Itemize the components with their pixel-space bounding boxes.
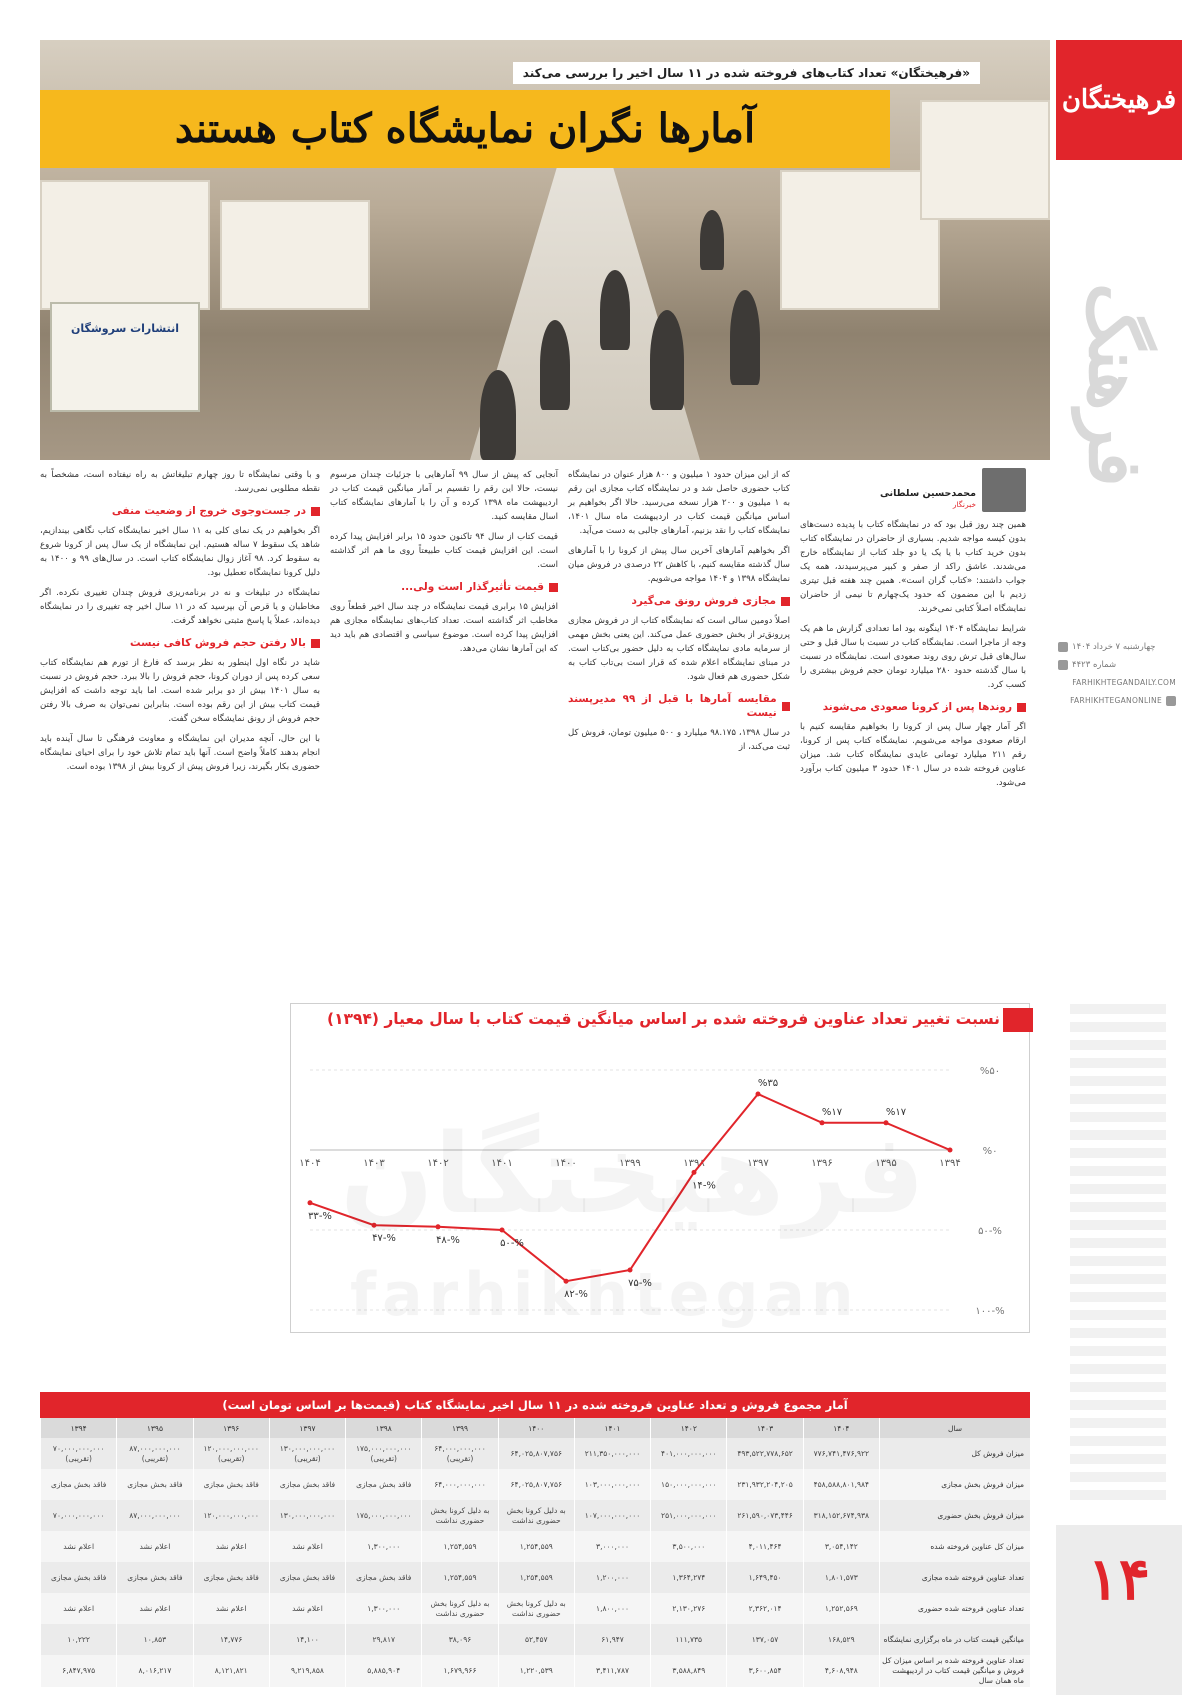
table-cell: اعلام نشد: [193, 1593, 269, 1624]
table-cell: ۳,۰۵۴,۱۴۲: [803, 1531, 879, 1562]
table-cell: ۱۰,۸۵۳: [117, 1624, 193, 1655]
x-tick-label: ۱۴۰۴: [299, 1158, 321, 1169]
data-label: %۱۷: [821, 1106, 843, 1118]
data-label: %-۸۲: [564, 1289, 588, 1301]
paragraph: با این حال، آنچه مدیران این نمایشگاه و معاونت فرهنگی تا سال آینده باید انجام بدهند کاملاً واضح است. آنها باید تمام تلاش خود را برای احیای نمایشگاه حضوری بکار بگیرند، زیرا فروش پیش از کرونا بیش از ۱۳۹۸ بوده است.: [40, 734, 320, 772]
table-cell: ۶۴,۰۲۵,۸۰۷,۷۵۶: [498, 1438, 574, 1469]
table-cell: ۱۰۷,۰۰۰,۰۰۰,۰۰۰: [574, 1500, 650, 1531]
table-cell: فاقد بخش مجازی: [193, 1469, 269, 1500]
table-cell: اعلام نشد: [269, 1593, 345, 1624]
social-handle[interactable]: FARHIKHTEGANONLINE: [1070, 696, 1162, 705]
photo-person: [600, 270, 630, 350]
table-cell: ۱۳۰,۰۰۰,۰۰۰,۰۰۰: [269, 1500, 345, 1531]
table-cell: ۱,۶۴۹,۴۵۰: [727, 1562, 803, 1593]
table-cell: ۶۴,۰۰۰,۰۰۰,۰۰۰: [422, 1469, 498, 1500]
table-cell: ۳,۵۰۰,۰۰۰: [651, 1531, 727, 1562]
table-cell: اعلام نشد: [269, 1531, 345, 1562]
table-row: [41, 1624, 1031, 1655]
paragraph: اگر آمار چهار سال پس از کرونا را بخواهیم مقایسه کنیم با ارقام صعودی مواجه می‌شویم. نمایشگاه کتاب پس از کرونا، رقم ۲۱۱ میلیارد تومانی عایدی نمایشگاه کتاب شد. میزان عناوین فروخته شده در سال ۱۴۰۱ حدود ۳ میلیون کتاب برآورد می‌شود.: [800, 722, 1026, 788]
table-cell: ۸,۰۱۶,۲۱۷: [117, 1655, 193, 1687]
newspaper-logo: فرهیختگان: [1056, 40, 1182, 160]
data-label: %-۱۴: [692, 1180, 716, 1192]
table-cell: ۳,۶۰۰,۸۵۴: [727, 1655, 803, 1687]
table-header-cell: ۱۴۰۰: [498, 1418, 574, 1438]
table-row-label: میزان کل عناوین فروخته شده: [879, 1531, 1030, 1562]
table-cell: ۶۱,۹۴۷: [574, 1624, 650, 1655]
table-row-label: تعداد عناوین فروخته شده بر اساس میزان کل فروش و میانگین قیمت کتاب در اردیبهشت ماه همان سال: [879, 1655, 1030, 1687]
data-point: [756, 1092, 761, 1097]
table-cell: ۷۰,۰۰۰,۰۰۰,۰۰۰: [41, 1500, 117, 1531]
data-point: [436, 1224, 441, 1229]
photo-booth: [220, 200, 370, 310]
table-header-cell: ۱۳۹۴: [41, 1418, 117, 1438]
data-point: [692, 1170, 697, 1175]
table-cell: فاقد بخش مجازی: [269, 1469, 345, 1500]
table-row: [41, 1500, 1031, 1531]
y-tick-label: %۰: [982, 1146, 998, 1157]
table-cell: ۶۴,۰۲۵,۸۰۷,۷۵۶: [498, 1469, 574, 1500]
table-cell: ۴۰۱,۰۰۰,۰۰۰,۰۰۰: [651, 1438, 727, 1469]
author-role: خبرنگار: [952, 500, 976, 509]
x-tick-label: ۱۳۹۵: [875, 1158, 897, 1169]
table-row-label: تعداد عناوین فروخته شده مجازی: [879, 1562, 1030, 1593]
table-cell: ۴۵۸,۵۸۸,۸۰۱,۹۸۴: [803, 1469, 879, 1500]
photo-person: [540, 320, 570, 410]
table-cell: فاقد بخش مجازی: [269, 1562, 345, 1593]
table-cell: ۱,۸۰۱,۵۷۳: [803, 1562, 879, 1593]
headline: آمارها نگران نمایشگاه کتاب هستند: [174, 105, 756, 152]
social-icon: [1166, 696, 1176, 706]
table-cell: ۳۱۸,۱۵۲,۶۷۴,۹۳۸: [803, 1500, 879, 1531]
table-cell: اعلام نشد: [117, 1531, 193, 1562]
x-tick-label: ۱۳۹۹: [619, 1158, 641, 1169]
paragraph: اگر بخواهیم در یک نمای کلی به ۱۱ سال اخیر نمایشگاه کتاب نگاهی بیندازیم، شاهد یک سقوط ۷ ساله هستیم. این نمایشگاه از یک سال پس از کرونا شروع به سقوط کرد. ۹۸ آغاز زوال نمایشگاه کتاب است. در سال‌های ۹۹ و ۱۴۰۰ به دلیل کرونا نمایشگاه تعطیل بود.: [40, 526, 321, 578]
table-cell: ۲۹,۸۱۷: [346, 1624, 422, 1655]
table-cell: اعلام نشد: [117, 1593, 193, 1624]
table-cell: ۸,۱۲۱,۸۲۱: [193, 1655, 269, 1687]
table-cell: ۱,۲۲۰,۵۳۹: [498, 1655, 574, 1687]
table-cell: ۴۹۳,۵۲۲,۷۷۸,۶۵۲: [727, 1438, 803, 1469]
x-tick-label: ۱۴۰۱: [491, 1158, 513, 1169]
table-cell: ۱,۳۰۰,۰۰۰: [346, 1593, 422, 1624]
data-label: %-۷۵: [628, 1278, 652, 1289]
paragraph: اصلاً دومین سالی است که نمایشگاه کتاب از در فروش مجازی پررونق‌تر از بخش حضوری عمل می‌کند. این یعنی بخش مهمی از سرمایه مادی نمایشگاه کتاب به دلیل حضور بی‌کتاب است. در مبنای نمایشگاه اعلام شده که قرار است بی‌تاب کتاب به شکل حضوری هم فعال شود.: [568, 616, 790, 682]
table-header-cell: ۱۴۰۲: [651, 1418, 727, 1438]
data-label: %۱۷: [885, 1106, 907, 1118]
table-header-cell: ۱۴۰۱: [574, 1418, 650, 1438]
table-cell: ۱۷۵,۰۰۰,۰۰۰,۰۰۰ (تقریبی): [346, 1438, 422, 1469]
table-cell: فاقد بخش مجازی: [117, 1562, 193, 1593]
subheading: روندها پس از کرونا صعودی می‌شوند: [800, 700, 1026, 714]
data-label: %-۴۷: [372, 1233, 396, 1245]
subheading: قیمت تأثیرگذار است ولی...: [330, 580, 558, 594]
table-cell: ۱,۲۵۴,۵۵۹: [498, 1562, 574, 1593]
paragraph: افزایش ۱۵ برابری قیمت نمایشگاه در چند سال اخیر قطعاً روی مخاطب اثر گذاشته است. تعداد کتاب‌های نمایشگاه مجازی هم افزایش پیدا کرده است. موضوع سیاسی و اقتصادی هم باید دید که این آمارها نشان می‌دهد.: [330, 602, 558, 654]
table-row: [41, 1438, 1031, 1469]
table-cell: ۱۰۳,۰۰۰,۰۰۰,۰۰۰: [574, 1469, 650, 1500]
table-cell: ۱,۲۵۲,۵۶۹: [803, 1593, 879, 1624]
article-column-4: [40, 468, 320, 780]
sidebar: [1050, 0, 1190, 1700]
data-point: [948, 1148, 953, 1153]
table-cell: فاقد بخش مجازی: [346, 1562, 422, 1593]
x-tick-label: ۱۳۹۶: [811, 1158, 833, 1169]
data-label: %-۴۸: [436, 1234, 460, 1246]
table-cell: ۱۳۰,۰۰۰,۰۰۰,۰۰۰ (تقریبی): [269, 1438, 345, 1469]
table-cell: ۱,۸۰۰,۰۰۰: [574, 1593, 650, 1624]
data-point: [372, 1223, 377, 1228]
table-row: [41, 1593, 1031, 1624]
table-cell: ۱,۶۷۹,۹۶۶: [422, 1655, 498, 1687]
table-cell: به دلیل کرونا بخش حضوری نداشت: [498, 1500, 574, 1531]
table-cell: ۴,۰۱۱,۴۶۴: [727, 1531, 803, 1562]
series-line: [310, 1094, 950, 1281]
photo-booth: [780, 170, 940, 310]
headline-kicker: «فرهیختگان» تعداد کتاب‌های فروخته شده در ۱۱ سال اخیر را بررسی می‌کند: [513, 62, 980, 84]
paragraph: در سال ۱۳۹۸، ۹۸.۱۷۵ میلیارد و ۵۰۰ میلیون تومان، فروش کل ثبت می‌کند، از: [568, 728, 791, 752]
table-cell: ۳,۰۰۰,۰۰۰: [574, 1531, 650, 1562]
x-tick-label: ۱۴۰۲: [427, 1158, 449, 1169]
data-point: [820, 1120, 825, 1125]
table-cell: ۳,۴۱۱,۷۸۷: [574, 1655, 650, 1687]
subheading: در جست‌وجوی خروج از وضعیت منفی: [40, 504, 320, 518]
paragraph: شرایط نمایشگاه ۱۴۰۴ اینگونه بود اما تعدادی گزارش ما هم یک وجه از ماجرا است. نمایشگاه کتاب در نسبت با سال قبل و حتی سال‌های قبل ترش روی روند صعودی است. نمایشگاه در نسبت با سال گذشته حدود ۲۸۰ میلیارد تومان حجم فروش بیشتری را کسب کرد.: [800, 624, 1026, 690]
data-point: [884, 1120, 889, 1125]
table-cell: ۲۳۱,۹۳۲,۲۰۴,۲۰۵: [727, 1469, 803, 1500]
table-row: [41, 1469, 1031, 1500]
paragraph: که از این میزان حدود ۱ میلیون و ۸۰۰ هزار عنوان در نمایشگاه کتاب حضوری حاصل شد و در نمایشگاه کتاب مجازی این رقم به ۱ میلیون و ۲۰۰ هزار نسخه می‌رسید. حالا اگر بخواهیم بر اساس میانگین قیمت کتاب در اردیبهشت ماه سال ۱۴۰۱، نمایشگاه کتاب را نقد بزنیم، آمارهای جالبی به دست می‌آید.: [568, 470, 791, 536]
table-row-label: میزان فروش کل: [879, 1438, 1030, 1469]
table-row: [41, 1531, 1031, 1562]
paragraph: اگر بخواهیم آمارهای آخرین سال پیش از کرونا را با آمارهای سال گذشته مقایسه کنیم، با کاهش ۲۲ درصدی در فروش میان نمایشگاه ۱۳۹۸ و ۱۴۰۴ مواجه می‌شویم.: [568, 546, 791, 584]
table-cell: ۲,۳۶۲,۰۱۴: [727, 1593, 803, 1624]
table-cell: اعلام نشد: [41, 1593, 117, 1624]
table-header-cell: ۱۳۹۸: [346, 1418, 422, 1438]
page-number: ۱۴: [1087, 1545, 1150, 1613]
table-cell: ۹,۲۱۹,۸۵۸: [269, 1655, 345, 1687]
table-row-label: میانگین قیمت کتاب در ماه برگزاری نمایشگاه: [879, 1624, 1030, 1655]
table-cell: ۶,۸۴۷,۹۷۵: [41, 1655, 117, 1687]
table-cell: ۲۱۱,۳۵۰,۰۰۰,۰۰۰: [574, 1438, 650, 1469]
table-cell: فاقد بخش مجازی: [41, 1469, 117, 1500]
data-point: [564, 1279, 569, 1284]
table-header-cell: ۱۴۰۴: [803, 1418, 879, 1438]
table-cell: ۱۶۸,۵۲۹: [803, 1624, 879, 1655]
table-cell: ۲۵۱,۰۰۰,۰۰۰,۰۰۰: [651, 1500, 727, 1531]
y-tick-label: %-۱۰۰: [975, 1306, 1005, 1317]
publisher-sign: انتشارات سروشگان: [50, 302, 200, 412]
chart-title: نسبت تغییر تعداد عناوین فروخته شده بر اساس میانگین قیمت کتاب با سال معیار (۱۳۹۴): [326, 1010, 1000, 1028]
paragraph: همین چند روز قبل بود که در نمایشگاه کتاب با پدیده دست‌های بدون کیسه مواجه شدیم. بسیاری از حاضران در نمایشگاه کتاب بدون خرید کتاب با یا یک یا دو جلد کتاب از نمایشگاه خارج می‌شدند. عاشق راکد از صفر و کبیر می‌پرسیدند، همه یک جواب داشتند: «کتاب گران است». همین چند هفته قبل تیتری زدیم با این مضمون که حدود یک‌چهارم تا نیمی از حاضران نمایشگاه اصلاً کتابی نمی‌خرند.: [800, 520, 1026, 614]
table-cell: ۵۲,۴۵۷: [498, 1624, 574, 1655]
issue-meta: [1058, 640, 1176, 712]
photo-person: [480, 370, 516, 460]
subheading: بالا رفتن حجم فروش کافی نیست: [40, 636, 320, 650]
table-cell: ۱,۲۰۰,۰۰۰: [574, 1562, 650, 1593]
table-cell: ۳,۵۸۸,۸۴۹: [651, 1655, 727, 1687]
data-label: %-۵۰: [500, 1238, 524, 1249]
chart-title-marker: [1003, 1008, 1033, 1032]
table-row-label: میزان فروش بخش حضوری: [879, 1500, 1030, 1531]
data-point: [308, 1200, 313, 1205]
table-cell: ۵,۸۸۵,۹۰۴: [346, 1655, 422, 1687]
table-header-row: [41, 1418, 1031, 1438]
table-cell: ۷۰,۰۰۰,۰۰۰,۰۰۰ (تقریبی): [41, 1438, 117, 1469]
author-name: محمدحسین سلطانی: [879, 488, 976, 499]
table-cell: ۱۳۷,۰۵۷: [727, 1624, 803, 1655]
table-row: [41, 1562, 1031, 1593]
table-cell: فاقد بخش مجازی: [117, 1469, 193, 1500]
paragraph: قیمت کتاب از سال ۹۴ تاکنون حدود ۱۵ برابر افزایش پیدا کرده است. این افزایش قیمت کتاب طبیعتاً روی ما هم اثر گذاشته است.: [330, 532, 558, 570]
data-point: [500, 1228, 505, 1233]
table-cell: فاقد بخش مجازی: [346, 1469, 422, 1500]
site-url[interactable]: FARHIKHTEGANDAILY.COM: [1072, 678, 1176, 687]
table-cell: ۱۴,۱۰۰: [269, 1624, 345, 1655]
photo-booth: [920, 100, 1050, 220]
table-cell: ۲,۱۳۰,۲۷۶: [651, 1593, 727, 1624]
table-cell: ۱۷۵,۰۰۰,۰۰۰,۰۰۰: [346, 1500, 422, 1531]
table-cell: فاقد بخش مجازی: [41, 1562, 117, 1593]
number-icon: [1058, 660, 1068, 670]
data-point: [628, 1268, 633, 1273]
paragraph: آنجایی که پیش از سال ۹۹ آمارهایی با جزئیات چندان مرسوم نیست، حالا این رقم را تقسیم بر آمار میانگین قیمت کتاب در اردیبهشت ماه ۱۳۹۸ کرده و آن را با آمارهای نمایشگاه کتاب اسال مقایسه کنید.: [330, 470, 558, 522]
table-header-cell: سال: [879, 1418, 1030, 1438]
issue-date: چهارشنبه ۷ خرداد ۱۴۰۴: [1072, 642, 1156, 652]
photo-person: [730, 290, 760, 385]
author-avatar: [982, 468, 1026, 512]
table-header-cell: ۱۳۹۷: [269, 1418, 345, 1438]
table-cell: ۷۷۶,۷۴۱,۴۷۶,۹۲۲: [803, 1438, 879, 1469]
y-tick-label: %-۵۰: [978, 1226, 1002, 1237]
y-tick-label: %۵۰: [979, 1066, 1001, 1077]
subheading: مجازی فروش رونق می‌گیرد: [568, 594, 790, 608]
table-cell: ۱۱۱,۷۳۵: [651, 1624, 727, 1655]
table-cell: ۱,۲۵۴,۵۵۹: [422, 1562, 498, 1593]
issue-number: شماره ۴۴۲۳: [1072, 660, 1117, 670]
table-cell: ۲۶۱,۵۹۰,۰۷۳,۴۴۶: [727, 1500, 803, 1531]
table-title: آمار مجموع فروش و تعداد عناوین فروخته شده در ۱۱ سال اخیر نمایشگاه کتاب (قیمت‌ها بر اساس تومان است): [40, 1392, 1030, 1418]
table-cell: ۱۴,۷۷۶: [193, 1624, 269, 1655]
table-cell: به دلیل کرونا بخش حضوری نداشت: [422, 1500, 498, 1531]
paragraph: و با وقتی نمایشگاه تا روز چهارم تبلیغاتش به راه نیفتاده است، مشخصاً به نقطه مطلوبی نمی‌رسد.: [40, 470, 320, 494]
decorative-stripes: [1070, 1000, 1166, 1500]
x-tick-label: ۱۳۹۷: [747, 1158, 769, 1169]
x-tick-label: ۱۴۰۳: [363, 1158, 385, 1169]
data-label: %-۳۳: [308, 1210, 332, 1222]
table-cell: ۴,۶۰۸,۹۴۸: [803, 1655, 879, 1687]
x-tick-label: ۱۴۰۰: [555, 1158, 577, 1169]
paragraph: نمایشگاه در تبلیغات و نه در برنامه‌ریزی فروش چندان تغییری نکرده. اگر مخاطبان و یا قرص آن بپرسید که در ۱۱ سال اخیر چه تغییری را در نمایشگاه دیده‌اند، عملاً یا پاسخ مثبتی نخواهد گرفت.: [40, 588, 321, 626]
table-cell: ۱۲۰,۰۰۰,۰۰۰,۰۰۰ (تقریبی): [193, 1438, 269, 1469]
table-cell: ۶۴,۰۰۰,۰۰۰,۰۰۰ (تقریبی): [422, 1438, 498, 1469]
table-cell: ۱۵۰,۰۰۰,۰۰۰,۰۰۰: [651, 1469, 727, 1500]
table-body: [41, 1438, 1031, 1687]
subheading: مقایسه آمارها با قبل از ۹۹ مدیرپسند نیست: [568, 692, 790, 720]
photo-person: [700, 210, 724, 270]
table-header-cell: ۱۳۹۶: [193, 1418, 269, 1438]
table-cell: اعلام نشد: [193, 1531, 269, 1562]
x-tick-label: ۱۳۹۸: [683, 1158, 705, 1169]
table-cell: ۱۰,۲۲۲: [41, 1624, 117, 1655]
table-cell: ۱,۳۶۴,۲۷۴: [651, 1562, 727, 1593]
table-cell: ۱,۳۰۰,۰۰۰: [346, 1531, 422, 1562]
table-cell: فاقد بخش مجازی: [193, 1562, 269, 1593]
table-cell: ۱,۲۵۴,۵۵۹: [422, 1531, 498, 1562]
table-row: [41, 1655, 1031, 1687]
table-header-cell: ۱۳۹۹: [422, 1418, 498, 1438]
table-row-label: تعداد عناوین فروخته شده حضوری: [879, 1593, 1030, 1624]
x-tick-label: ۱۳۹۴: [939, 1158, 961, 1169]
table-row-label: میزان فروش بخش مجازی: [879, 1469, 1030, 1500]
stats-table: [40, 1392, 1030, 1687]
article-column-3: [330, 468, 558, 662]
table-header-cell: ۱۴۰۳: [727, 1418, 803, 1438]
table-cell: ۱,۲۵۴,۵۵۹: [498, 1531, 574, 1562]
table-cell: به دلیل کرونا بخش حضوری نداشت: [422, 1593, 498, 1624]
paragraph: شاید در نگاه اول اینطور به نظر برسد که فارغ از تورم هم نمایشگاه کتاب سعی کرده پس از دوران کرونا، حجم فروش را بالا ببرد. حجم فروش در نسبت به سال ۱۴۰۱ بیش از دو برابر شده است. اما باید توجه داشت که افزایش قیمت کتاب بیش از این رقم بوده است. بنابراین نمی‌توان به صرف بالا رفتن حجم فروش از رونق نمایشگاه سخن گفت.: [40, 658, 320, 724]
calendar-icon: [1058, 642, 1068, 652]
table-cell: ۸۷,۰۰۰,۰۰۰,۰۰۰ (تقریبی): [117, 1438, 193, 1469]
table-cell: ۸۷,۰۰۰,۰۰۰,۰۰۰: [117, 1500, 193, 1531]
line-chart: [290, 1040, 1030, 1330]
section-title: فرهنگ: [1072, 283, 1158, 487]
table-cell: ۱۲۰,۰۰۰,۰۰۰,۰۰۰: [193, 1500, 269, 1531]
article-column-2: [568, 468, 790, 760]
data-label: %۳۵: [757, 1078, 779, 1089]
table-cell: اعلام نشد: [41, 1531, 117, 1562]
photo-booth: [40, 180, 210, 310]
table-cell: به دلیل کرونا بخش حضوری نداشت: [498, 1593, 574, 1624]
photo-person: [650, 310, 684, 410]
table-cell: ۳۸,۰۹۶: [422, 1624, 498, 1655]
table-header-cell: ۱۳۹۵: [117, 1418, 193, 1438]
article-column-1: [800, 518, 1026, 796]
